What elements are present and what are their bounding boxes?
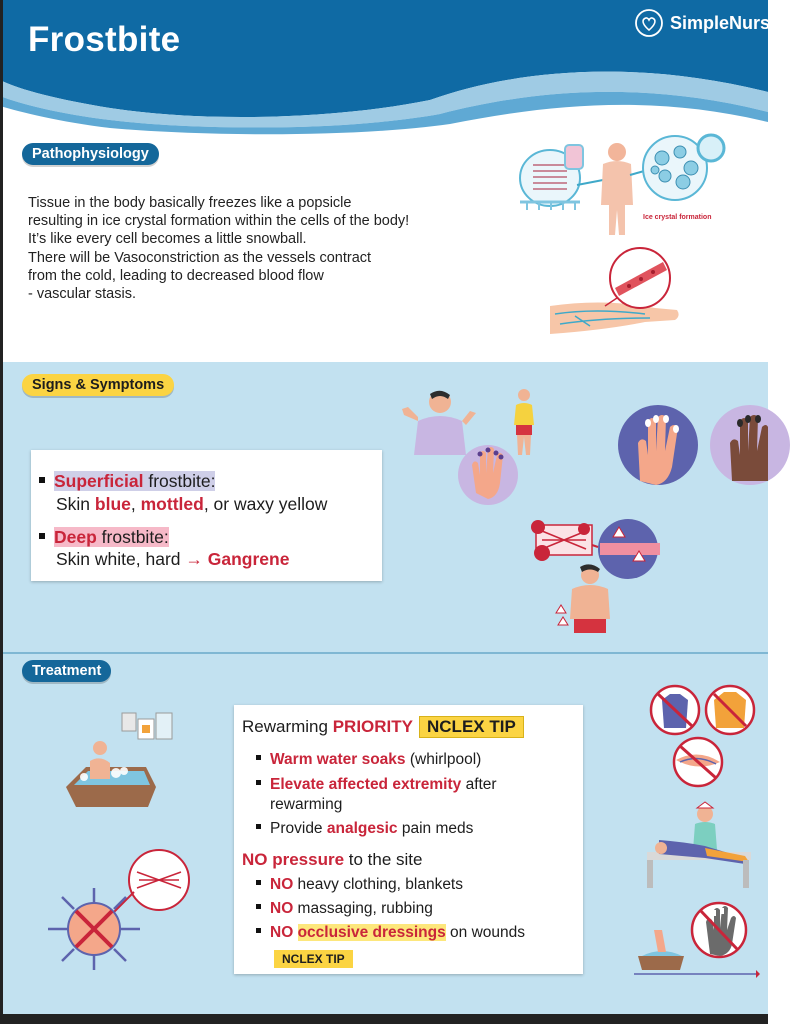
nclex-tip-small-badge: NCLEX TIP bbox=[274, 950, 353, 968]
superficial-term: Superficial bbox=[54, 471, 144, 491]
no-item-rest: massaging, rubbing bbox=[293, 900, 433, 917]
patho-line: from the cold, leading to decreased blood flow bbox=[28, 267, 324, 284]
superficial-mottled: mottled bbox=[140, 494, 204, 514]
no-pressure-rest: to the site bbox=[344, 850, 423, 869]
page-title: Frostbite bbox=[28, 20, 181, 59]
deep-desc-pre: Skin white, hard bbox=[56, 549, 186, 569]
superficial-highlight bbox=[54, 471, 215, 491]
rewarming-text: Rewarming bbox=[242, 717, 333, 736]
ice-crystal-illustration bbox=[515, 130, 735, 245]
patho-line: Tissue in the body basically freezes like a popsicle bbox=[28, 195, 352, 211]
shivering-person-illustration bbox=[400, 385, 768, 505]
patho-line: It’s like every cell becomes a little snowball. bbox=[28, 231, 307, 248]
treatment-item-rest: after bbox=[461, 776, 497, 793]
no-occlusive-dressing-illustration bbox=[632, 900, 762, 982]
elevate-extremity-illustration bbox=[645, 800, 760, 892]
priority-text: PRIORITY bbox=[332, 717, 413, 736]
treatment-item-warm-soaks bbox=[256, 750, 481, 769]
patho-line: resulting in ice crystal formation within the cells of the body! bbox=[28, 213, 410, 230]
superficial-desc bbox=[56, 493, 327, 515]
nclex-tip-badge: NCLEX TIP bbox=[419, 716, 524, 738]
heart-logo-icon bbox=[634, 8, 664, 38]
deep-desc bbox=[56, 548, 289, 570]
no-item-dressings bbox=[256, 923, 525, 942]
treatment-item-elevate-cont bbox=[270, 795, 342, 814]
superficial-blue: blue bbox=[94, 494, 131, 514]
superficial-heading bbox=[39, 470, 215, 492]
deep-gangrene: Gangrene bbox=[207, 549, 290, 569]
deep-heading-rest: frostbite: bbox=[96, 527, 169, 547]
no-item-clothing bbox=[256, 875, 463, 894]
section-pill-pathophysiology: Pathophysiology bbox=[22, 143, 159, 165]
treatment-item-elevate bbox=[256, 775, 497, 794]
superficial-desc-pre: Skin bbox=[56, 494, 95, 514]
deep-term: Deep bbox=[54, 527, 97, 547]
treatment-item-rest: rewarming bbox=[270, 796, 343, 813]
no-item-rest: on wounds bbox=[445, 924, 526, 941]
no-item-rest: heavy clothing, blankets bbox=[293, 876, 463, 893]
no-item-red: NO bbox=[270, 900, 294, 917]
page-left-border bbox=[0, 0, 3, 1024]
bullet-square-icon bbox=[256, 904, 261, 909]
vasoconstriction-illustration bbox=[545, 248, 685, 344]
deep-highlight bbox=[54, 527, 169, 547]
no-item-massaging bbox=[256, 899, 433, 918]
superficial-heading-rest: frostbite: bbox=[143, 471, 216, 491]
treatment-item-rest: pain meds bbox=[397, 820, 474, 837]
gangrene-illustration bbox=[528, 515, 668, 645]
superficial-desc-post: , or waxy yellow bbox=[203, 494, 328, 514]
bullet-square-icon bbox=[39, 477, 45, 483]
treatment-item-analgesic bbox=[256, 819, 473, 838]
bullet-square-icon bbox=[256, 824, 261, 829]
no-item-red: NO bbox=[270, 876, 294, 893]
brand-name: SimpleNursing bbox=[670, 12, 797, 33]
treatment-item-red: Elevate affected extremity bbox=[270, 776, 462, 793]
treatment-item-rest: (whirlpool) bbox=[405, 751, 482, 768]
bullet-square-icon bbox=[256, 780, 261, 785]
deep-arrow-icon: → bbox=[185, 549, 203, 569]
no-item-highlight: occlusive dressings bbox=[297, 924, 446, 941]
no-pressure-illustration bbox=[44, 850, 194, 975]
section-pill-treatment: Treatment bbox=[22, 660, 111, 682]
patho-line: There will be Vasoconstriction as the vessels contract bbox=[28, 249, 372, 266]
header-banner bbox=[0, 0, 797, 130]
page-bottom-border bbox=[0, 1014, 768, 1024]
whirlpool-illustration bbox=[60, 705, 180, 817]
treatment-item-red: analgesic bbox=[326, 820, 398, 837]
no-pressure-heading bbox=[242, 850, 422, 870]
brand-logo bbox=[634, 8, 797, 38]
bullet-square-icon bbox=[256, 755, 261, 760]
bullet-square-icon bbox=[39, 533, 45, 539]
rewarming-heading bbox=[242, 716, 524, 738]
bullet-square-icon bbox=[256, 880, 261, 885]
no-pressure-red: NO pressure bbox=[242, 850, 345, 869]
patho-line: - vascular stasis. bbox=[28, 286, 136, 303]
treatment-item-pre: Provide bbox=[270, 820, 327, 837]
bullet-square-icon bbox=[256, 928, 261, 933]
signs-card bbox=[31, 450, 382, 581]
deep-heading bbox=[39, 526, 169, 548]
no-heavy-clothing-illustration bbox=[640, 682, 768, 790]
ice-crystal-caption: Ice crystal formation bbox=[643, 214, 712, 221]
pathophysiology-text bbox=[28, 194, 508, 303]
superficial-sep: , bbox=[130, 494, 141, 514]
treatment-item-red: Warm water soaks bbox=[270, 751, 406, 768]
no-item-red: NO bbox=[270, 924, 294, 941]
section-pill-signs: Signs & Symptoms bbox=[22, 374, 174, 396]
treatment-card bbox=[234, 705, 583, 974]
